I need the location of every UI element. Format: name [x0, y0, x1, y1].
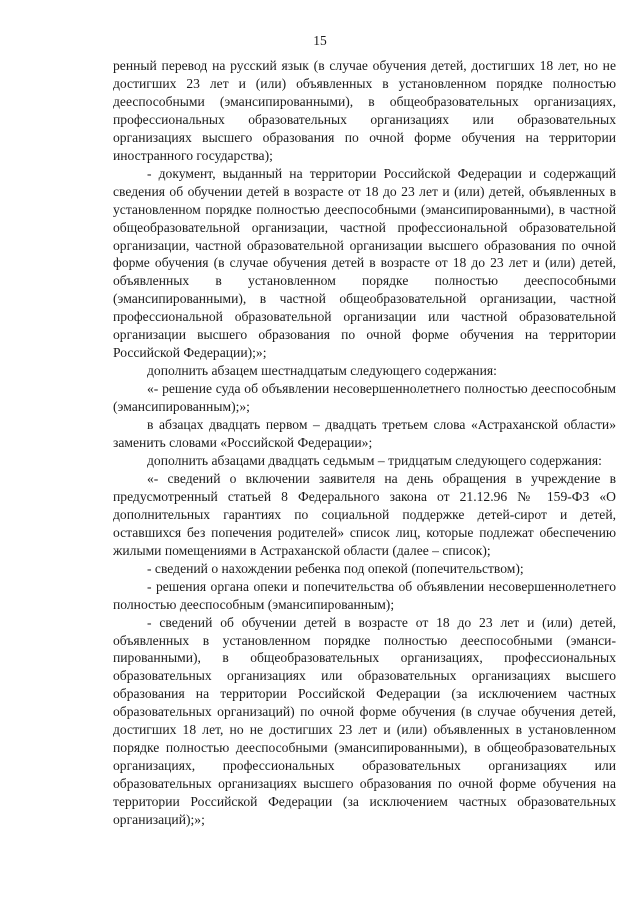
paragraph-court-decision: «- решение суда об объявлении несовершеннолетнего полностью дееспособным (эмансипированным);»; [113, 381, 616, 415]
paragraph-add-sixteenth: дополнить абзацем шестнадцатым следующего содержания: [147, 363, 497, 379]
paragraph-guardianship: - сведений о нахождении ребенка под опекой (попечительством); [147, 560, 524, 576]
page-number: 15 [313, 33, 327, 48]
paragraph-education-info: - сведений об обучении детей в возрасте от 18 до 23 лет и (или) детей, объявленных в установленном порядке полностью дееспособными (эмансипированными), в общеобразовательных организациях, профессиональных образовательных организациях или образовательных организациях высшего образования на территории Российской Федерации (за исключением частных образовательных организаций) по очной форме обучения (в случае обучения детей, достигших 18 лет, но не достигших 23 лет и (или) объявленных в установленном порядке полностью дееспособными (эмансипированными), в общеобразовательных организациях, профессиональных образовательных организациях или образовательных организациях высшего образования по очной форме обучения на территории Российской Федерации (за исключением частных образовательных организаций);»; [113, 614, 616, 828]
paragraph-add-27-30: дополнить абзацами двадцать седьмым – тридцатым следующего содержания: [147, 452, 602, 468]
paragraph-replace-words: в абзацах двадцать первом – двадцать третьем слова «Астраханской области» заменить словами «Российской Федерации»; [113, 417, 616, 451]
paragraph-continuation: ренный перевод на русский язык (в случае обучения детей, достигших 18 лет, но не достигших 23 лет и (или) объявленных в установленном порядке полностью дееспособными (эмансипированными), в общеобразовательных организациях, профессиональных образовательных организациях или образовательных организациях высшего образования по очной форме обучения на территории иностранного государства); [113, 58, 616, 163]
paragraph-list-inclusion: «- сведений о включении заявителя на день обращения в учреждение в предусмотренный статьей 8 Федерального закона от 21.12.96 № 159-ФЗ «О дополнительных гарантиях по социальной поддержке детей-сирот и детей, оставшихся без попечения родителей» список лиц, которые подлежат обеспечению жилыми помещениями в Астраханской области (далее – список); [113, 470, 616, 558]
paragraph-document-russia: - документ, выданный на территории Российской Федерации и содержащий сведения об обучении детей в возрасте от 18 до 23 лет и (или) детей, объявленных в установленном порядке полностью дееспособными (эмансипированными), в частной общеобразовательной организации, частной профессиональной образовательной организации, частной образовательной организации высшего образования по очной форме обучения (в случае обучения детей в возрасте от 18 до 23 лет и (или) детей, объявленных в установленном порядке полностью дееспособными (эмансипированными), в частной общеобразовательной организации, частной профессиональной образовательной организации или частной образовательной организации высшего образования по очной форме обучения на территории Российской Федерации);»; [113, 165, 616, 361]
paragraph-emancipation-decision: - решения органа опеки и попечительства об объявлении несовершеннолетнего полностью дееспособным (эмансипированным); [113, 578, 616, 612]
document-body [113, 57, 616, 829]
